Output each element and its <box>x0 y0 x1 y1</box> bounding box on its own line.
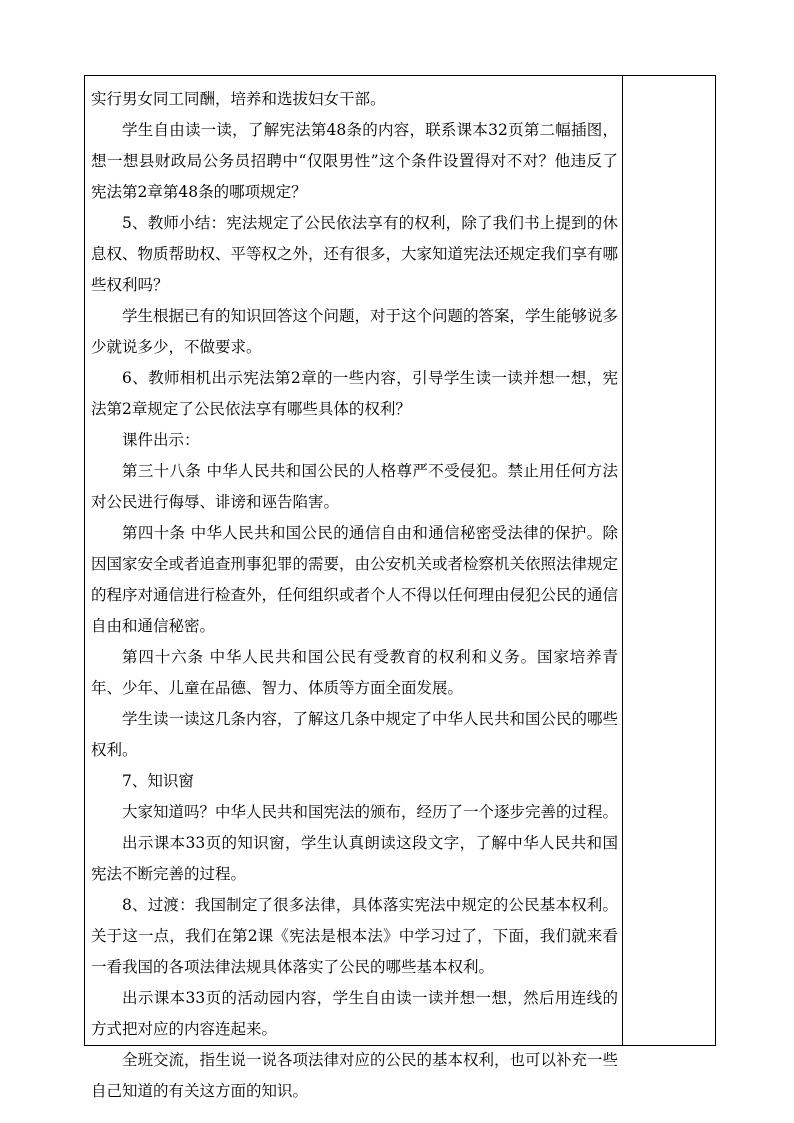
paragraph: 全班交流，指生说一说各项法律对应的公民的基本权利，也可以补充一些自己知道的有关这方面的知识。 <box>91 1051 619 1100</box>
lesson-content-cell <box>85 76 622 1100</box>
paragraph: 实行男女同工同酬，培养和选拔妇女干部。 <box>91 90 386 108</box>
paragraph: 学生读一读这几条内容，了解这几条中规定了中华人民共和国公民的哪些权利。 <box>91 710 619 759</box>
paragraph: 8、过渡：我国制定了很多法律，具体落实宪法中规定的公民基本权利。关于这一点，我们在第2课《宪法是根本法》中学习过了，下面，我们就来看一看我国的各项法律法规具体落实了公民的哪些基本权利。 <box>91 896 618 976</box>
notes-cell <box>623 76 715 1045</box>
paragraph: 学生自由读一读，了解宪法第48条的内容，联系课本32页第二幅插图，想一想县财政局公务员招聘中“仅限男性”这个条件设置得对不对？他违反了宪法第2章第48条的哪项规定？ <box>91 121 618 201</box>
paragraph: 出示课本33页的活动园内容，学生自由读一读并想一想，然后用连线的方式把对应的内容连起来。 <box>91 989 618 1038</box>
paragraph: 出示课本33页的知识窗，学生认真朗读这段文字，了解中华人民共和国宪法不断完善的过程。 <box>91 834 618 883</box>
paragraph: 学生根据已有的知识回答这个问题，对于这个问题的答案，学生能够说多少就说多少，不做要求。 <box>91 307 619 356</box>
paragraph: 第四十六条 中华人民共和国公民有受教育的权利和义务。国家培养青年、少年、儿童在品德、智力、体质等方面全面发展。 <box>91 648 618 697</box>
paragraph: 5、教师小结：宪法规定了公民依法享有的权利，除了我们书上提到的休息权、物质帮助权、平等权之外，还有很多，大家知道宪法还规定我们享有哪些权利吗？ <box>91 214 619 294</box>
paragraph: 大家知道吗？中华人民共和国宪法的颁布，经历了一个逐步完善的过程。 <box>122 803 619 821</box>
paragraph: 课件出示： <box>122 431 200 449</box>
lesson-table <box>84 75 716 1100</box>
paragraph: 6、教师相机出示宪法第2章的一些内容，引导学生读一读并想一想，宪法第2章规定了公民依法享有哪些具体的权利？ <box>91 369 618 418</box>
paragraph: 第四十条 中华人民共和国公民的通信自由和通信秘密受法律的保护。除因国家安全或者追查刑事犯罪的需要，由公安机关或者检察机关依照法律规定的程序对通信进行检查外，任何组织或者个人不得以任何理由侵犯公民的通信自由和通信秘密。 <box>91 524 619 635</box>
paragraph: 7、知识窗 <box>122 772 194 790</box>
paragraph: 第三十八条 中华人民共和国公民的人格尊严不受侵犯。禁止用任何方法对公民进行侮辱、诽谤和诬告陷害。 <box>91 462 618 511</box>
